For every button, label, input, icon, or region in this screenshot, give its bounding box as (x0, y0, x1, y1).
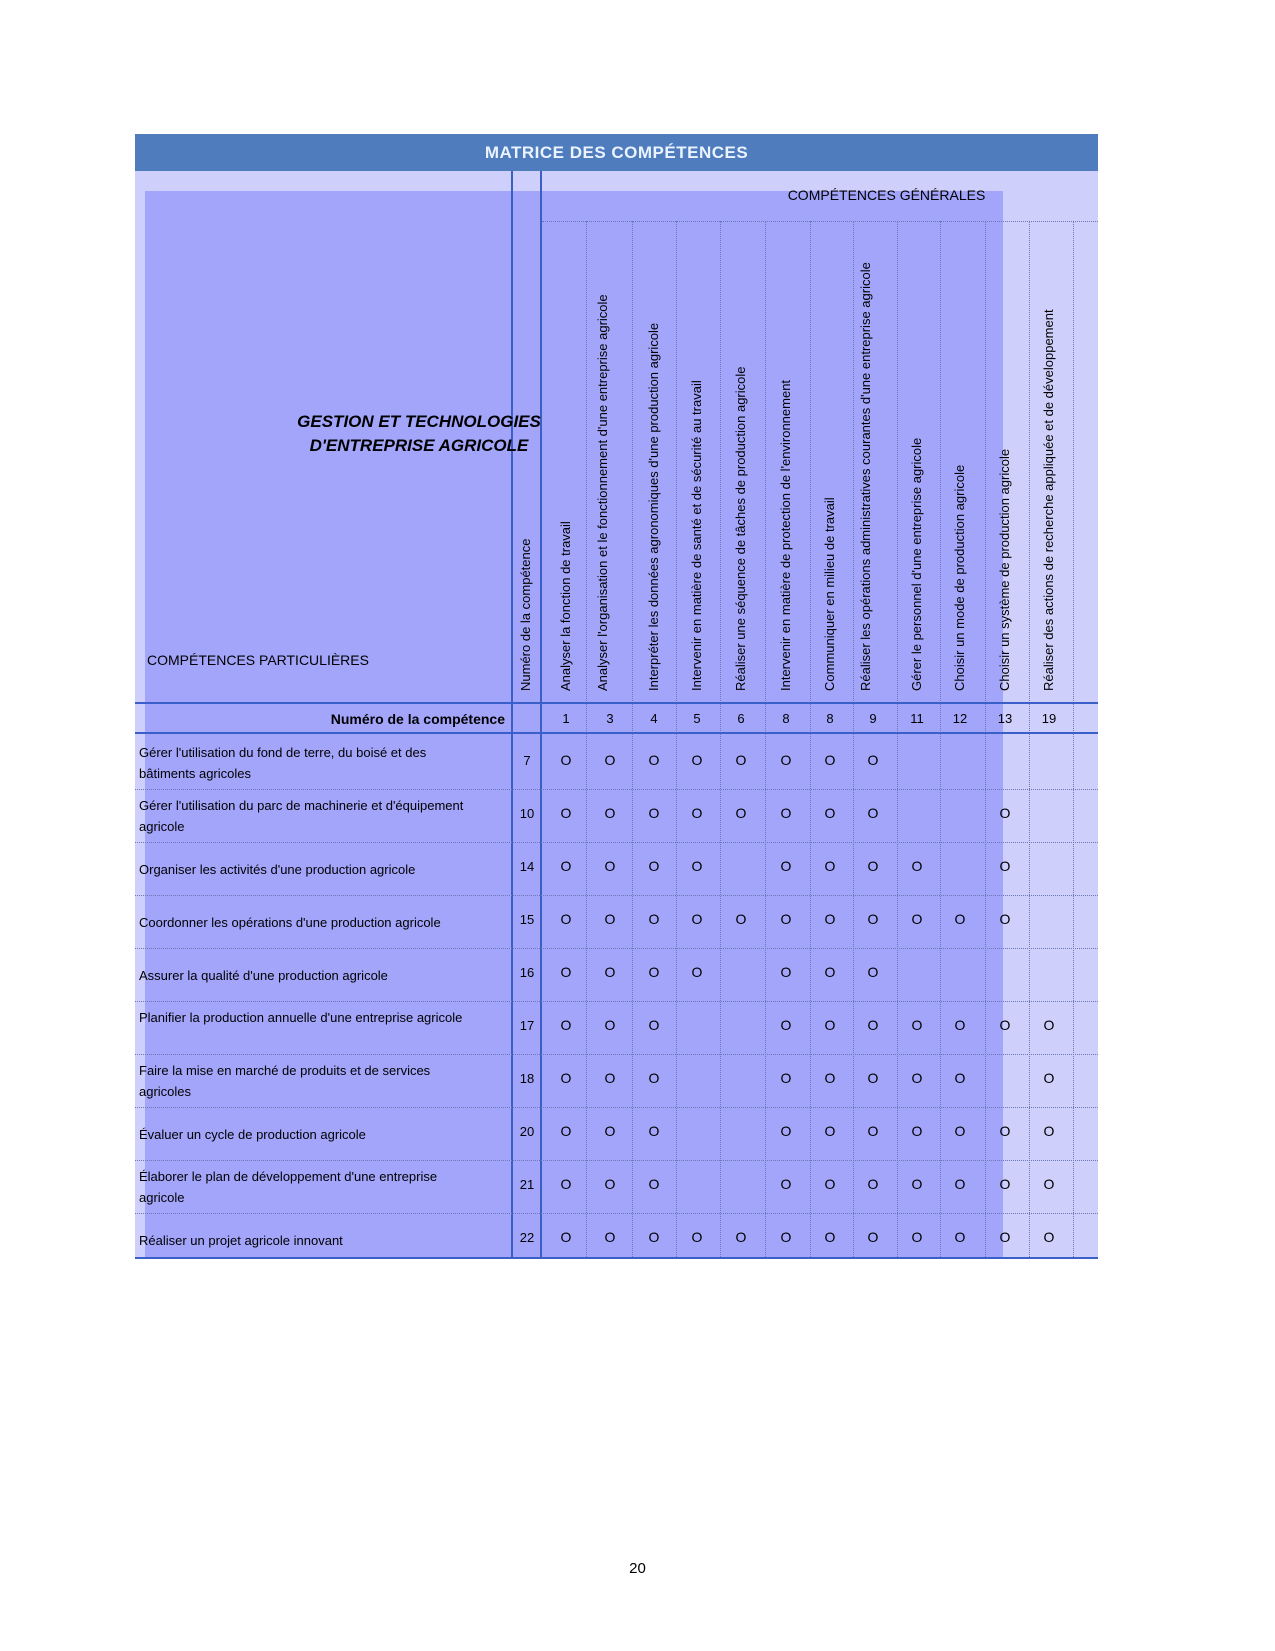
competency-link-mark: O (604, 752, 616, 768)
competency-link-mark: O (735, 911, 747, 927)
competency-link-mark: O (780, 1017, 792, 1033)
general-competency-number: 9 (869, 711, 877, 726)
competency-link-mark: O (911, 858, 923, 874)
competency-link-mark: O (735, 752, 747, 768)
competency-link-mark: O (824, 911, 836, 927)
competency-link-mark: O (560, 1017, 572, 1033)
column-divider (853, 221, 854, 1259)
competency-link-mark: O (911, 1123, 923, 1139)
particular-competency-number: 10 (519, 806, 535, 821)
general-competency-header: Analyser l'organisation et le fonctionnement d'une entreprise agricole (595, 294, 610, 691)
competency-matrix (135, 171, 1098, 1259)
competency-link-mark: O (648, 752, 660, 768)
general-header-rule (542, 221, 1098, 222)
competency-link-mark: O (1043, 1123, 1055, 1139)
row-divider (135, 1213, 1098, 1214)
competency-link-mark: O (560, 1123, 572, 1139)
general-competency-header: Analyser la fonction de travail (558, 521, 573, 691)
competency-link-mark: O (648, 1229, 660, 1245)
competency-link-mark: O (1043, 1017, 1055, 1033)
competency-link-mark: O (911, 1176, 923, 1192)
particular-competency-name: Réaliser un projet agricole innovant (139, 1233, 343, 1248)
competency-link-mark: O (691, 752, 703, 768)
competency-link-mark: O (954, 1176, 966, 1192)
particular-competency-name: Organiser les activités d'une production agricole (139, 862, 416, 877)
column-divider (632, 221, 633, 1259)
general-competency-number: 12 (952, 711, 968, 726)
particular-competency-number: 18 (519, 1071, 535, 1086)
particular-competency-name: Élaborer le plan de développement d'une entreprise agricole (139, 1169, 438, 1205)
general-competency-number: 4 (650, 711, 658, 726)
row-divider (135, 895, 1098, 896)
competency-link-mark: O (911, 1229, 923, 1245)
competency-link-mark: O (735, 1229, 747, 1245)
column-divider (676, 221, 677, 1259)
competency-link-mark: O (648, 964, 660, 980)
competency-link-mark: O (560, 858, 572, 874)
column-divider (985, 221, 986, 1259)
general-competency-header: Gérer le personnel d'une entreprise agricole (909, 437, 924, 691)
particular-competency-name: Assurer la qualité d'une production agricole (139, 968, 388, 983)
particular-competency-name: Gérer l'utilisation du parc de machinerie et d'équipement agricole (139, 798, 464, 834)
competency-link-mark: O (648, 911, 660, 927)
competency-link-mark: O (604, 1229, 616, 1245)
competency-link-mark: O (999, 1176, 1011, 1192)
competency-link-mark: O (867, 1070, 879, 1086)
general-competency-number: 19 (1041, 711, 1057, 726)
competency-link-mark: O (648, 858, 660, 874)
competency-link-mark: O (560, 964, 572, 980)
particular-competency-number: 15 (519, 912, 535, 927)
particular-competency-name: Évaluer un cycle de production agricole (139, 1127, 366, 1142)
competency-link-mark: O (691, 1229, 703, 1245)
competency-link-mark: O (780, 858, 792, 874)
competency-link-mark: O (867, 911, 879, 927)
competency-link-mark: O (648, 1070, 660, 1086)
competency-link-mark: O (560, 1229, 572, 1245)
particular-competency-number: 22 (519, 1230, 535, 1245)
competency-link-mark: O (780, 1176, 792, 1192)
competency-link-mark: O (954, 1070, 966, 1086)
page-number: 20 (629, 1560, 646, 1577)
competency-link-mark: O (954, 1229, 966, 1245)
particular-competency-name: Faire la mise en marché de produits et de services agricoles (139, 1063, 431, 1099)
particular-competency-number: 21 (519, 1177, 535, 1192)
general-competency-number: 8 (826, 711, 834, 726)
column-divider (586, 221, 587, 1259)
competency-link-mark: O (691, 964, 703, 980)
competency-link-mark: O (691, 911, 703, 927)
column-divider (720, 221, 721, 1259)
competency-link-mark: O (999, 1229, 1011, 1245)
general-competency-number: 13 (997, 711, 1013, 726)
number-column-right-border (540, 171, 542, 1259)
competency-link-mark: O (999, 858, 1011, 874)
competency-link-mark: O (999, 1123, 1011, 1139)
competency-link-mark: O (824, 1229, 836, 1245)
competency-link-mark: O (911, 1017, 923, 1033)
competency-link-mark: O (1043, 1229, 1055, 1245)
particular-competency-number: 17 (519, 1018, 535, 1033)
competency-link-mark: O (780, 752, 792, 768)
particular-competency-number: 7 (523, 753, 531, 768)
competency-link-mark: O (780, 1123, 792, 1139)
general-competency-number: 8 (782, 711, 790, 726)
competency-link-mark: O (1043, 1070, 1055, 1086)
competency-link-mark: O (867, 1017, 879, 1033)
competency-link-mark: O (604, 805, 616, 821)
competency-link-mark: O (604, 964, 616, 980)
competency-link-mark: O (824, 964, 836, 980)
competency-link-mark: O (867, 964, 879, 980)
competency-link-mark: O (867, 805, 879, 821)
row-divider (135, 1054, 1098, 1055)
competency-link-mark: O (911, 911, 923, 927)
row-divider (135, 1107, 1098, 1108)
competency-link-mark: O (867, 858, 879, 874)
program-title (135, 410, 703, 458)
general-competency-header: Réaliser une séquence de tâches de production agricole (733, 366, 748, 691)
program-title-line-1: GESTION ET TECHNOLOGIES (297, 412, 541, 431)
column-divider (1073, 221, 1074, 1259)
competency-link-mark: O (824, 1070, 836, 1086)
competency-link-mark: O (648, 1176, 660, 1192)
general-competency-header: Choisir un système de production agricole (997, 448, 1012, 691)
row-divider (135, 1160, 1098, 1161)
header-rule (135, 702, 1098, 704)
general-competency-header: Intervenir en matière de santé et de sécurité au travail (689, 380, 704, 691)
matrix-title: MATRICE DES COMPÉTENCES (484, 143, 749, 162)
competency-link-mark: O (911, 1070, 923, 1086)
competency-link-mark: O (604, 1123, 616, 1139)
particular-competencies-label: COMPÉTENCES PARTICULIÈRES (147, 652, 369, 668)
number-row-label: Numéro de la compétence (330, 711, 505, 727)
particular-competency-number: 14 (519, 859, 535, 874)
particular-competency-number: 16 (519, 965, 535, 980)
column-divider (810, 221, 811, 1259)
competency-link-mark: O (824, 805, 836, 821)
number-column-left-border (511, 171, 513, 1259)
general-competency-number: 11 (910, 711, 924, 726)
competency-link-mark: O (780, 805, 792, 821)
column-divider (1029, 221, 1030, 1259)
competency-link-mark: O (560, 805, 572, 821)
row-divider (135, 789, 1098, 790)
row-divider (135, 948, 1098, 949)
competency-link-mark: O (604, 1176, 616, 1192)
general-competency-header: Réaliser les opérations administratives courantes d'une entreprise agricole (858, 262, 873, 691)
competency-link-mark: O (867, 1123, 879, 1139)
particular-competency-name: Coordonner les opérations d'une production agricole (139, 915, 441, 930)
competency-link-mark: O (560, 911, 572, 927)
competency-link-mark: O (560, 1176, 572, 1192)
title-banner (135, 134, 1098, 171)
competency-link-mark: O (735, 805, 747, 821)
competency-link-mark: O (780, 964, 792, 980)
column-divider (940, 221, 941, 1259)
row-divider (135, 1001, 1098, 1002)
particular-competency-name: Gérer l'utilisation du fond de terre, du boisé et des bâtiments agricoles (139, 745, 427, 781)
competency-link-mark: O (780, 1229, 792, 1245)
competency-link-mark: O (648, 1123, 660, 1139)
general-competency-header: Interpréter les données agronomiques d'une production agricole (646, 322, 661, 691)
competency-link-mark: O (824, 1176, 836, 1192)
general-competency-header: Choisir un mode de production agricole (952, 464, 967, 691)
column-divider (765, 221, 766, 1259)
matrix-bottom-rule (135, 1257, 1098, 1259)
header-rule (135, 732, 1098, 734)
competency-link-mark: O (999, 1017, 1011, 1033)
competency-link-mark: O (824, 1017, 836, 1033)
competency-link-mark: O (648, 805, 660, 821)
general-competency-number: 1 (562, 711, 570, 726)
competency-link-mark: O (954, 911, 966, 927)
general-competency-header: Communiquer en milieu de travail (822, 497, 837, 691)
competency-link-mark: O (604, 1017, 616, 1033)
competency-link-mark: O (867, 1229, 879, 1245)
competency-link-mark: O (691, 858, 703, 874)
competency-link-mark: O (824, 858, 836, 874)
general-competency-number: 5 (693, 711, 701, 726)
competency-link-mark: O (824, 752, 836, 768)
competency-link-mark: O (954, 1123, 966, 1139)
particular-competency-number: 20 (519, 1124, 535, 1139)
competency-link-mark: O (560, 1070, 572, 1086)
competency-link-mark: O (604, 858, 616, 874)
competency-link-mark: O (780, 1070, 792, 1086)
competency-link-mark: O (867, 752, 879, 768)
program-title-line-2: D'ENTREPRISE AGRICOLE (309, 436, 529, 455)
competency-link-mark: O (691, 805, 703, 821)
general-competency-header: Intervenir en matière de protection de l'environnement (778, 379, 793, 691)
competency-link-mark: O (604, 911, 616, 927)
general-competency-header: Réaliser des actions de recherche appliquée et de développement (1041, 309, 1056, 691)
competency-link-mark: O (824, 1123, 836, 1139)
competency-link-mark: O (999, 805, 1011, 821)
general-competency-number: 6 (737, 711, 745, 726)
general-competency-number: 3 (606, 711, 614, 726)
competency-link-mark: O (999, 911, 1011, 927)
competency-link-mark: O (954, 1017, 966, 1033)
competency-link-mark: O (560, 752, 572, 768)
competency-link-mark: O (604, 1070, 616, 1086)
row-divider (135, 842, 1098, 843)
competency-link-mark: O (780, 911, 792, 927)
competency-link-mark: O (648, 1017, 660, 1033)
column-divider (897, 221, 898, 1259)
general-competencies-label: COMPÉTENCES GÉNÉRALES (787, 187, 986, 203)
particular-competency-name: Planifier la production annuelle d'une entreprise agricole (139, 1010, 463, 1025)
competency-link-mark: O (867, 1176, 879, 1192)
number-column-header: Numéro de la compétence (518, 538, 533, 691)
competency-link-mark: O (1043, 1176, 1055, 1192)
